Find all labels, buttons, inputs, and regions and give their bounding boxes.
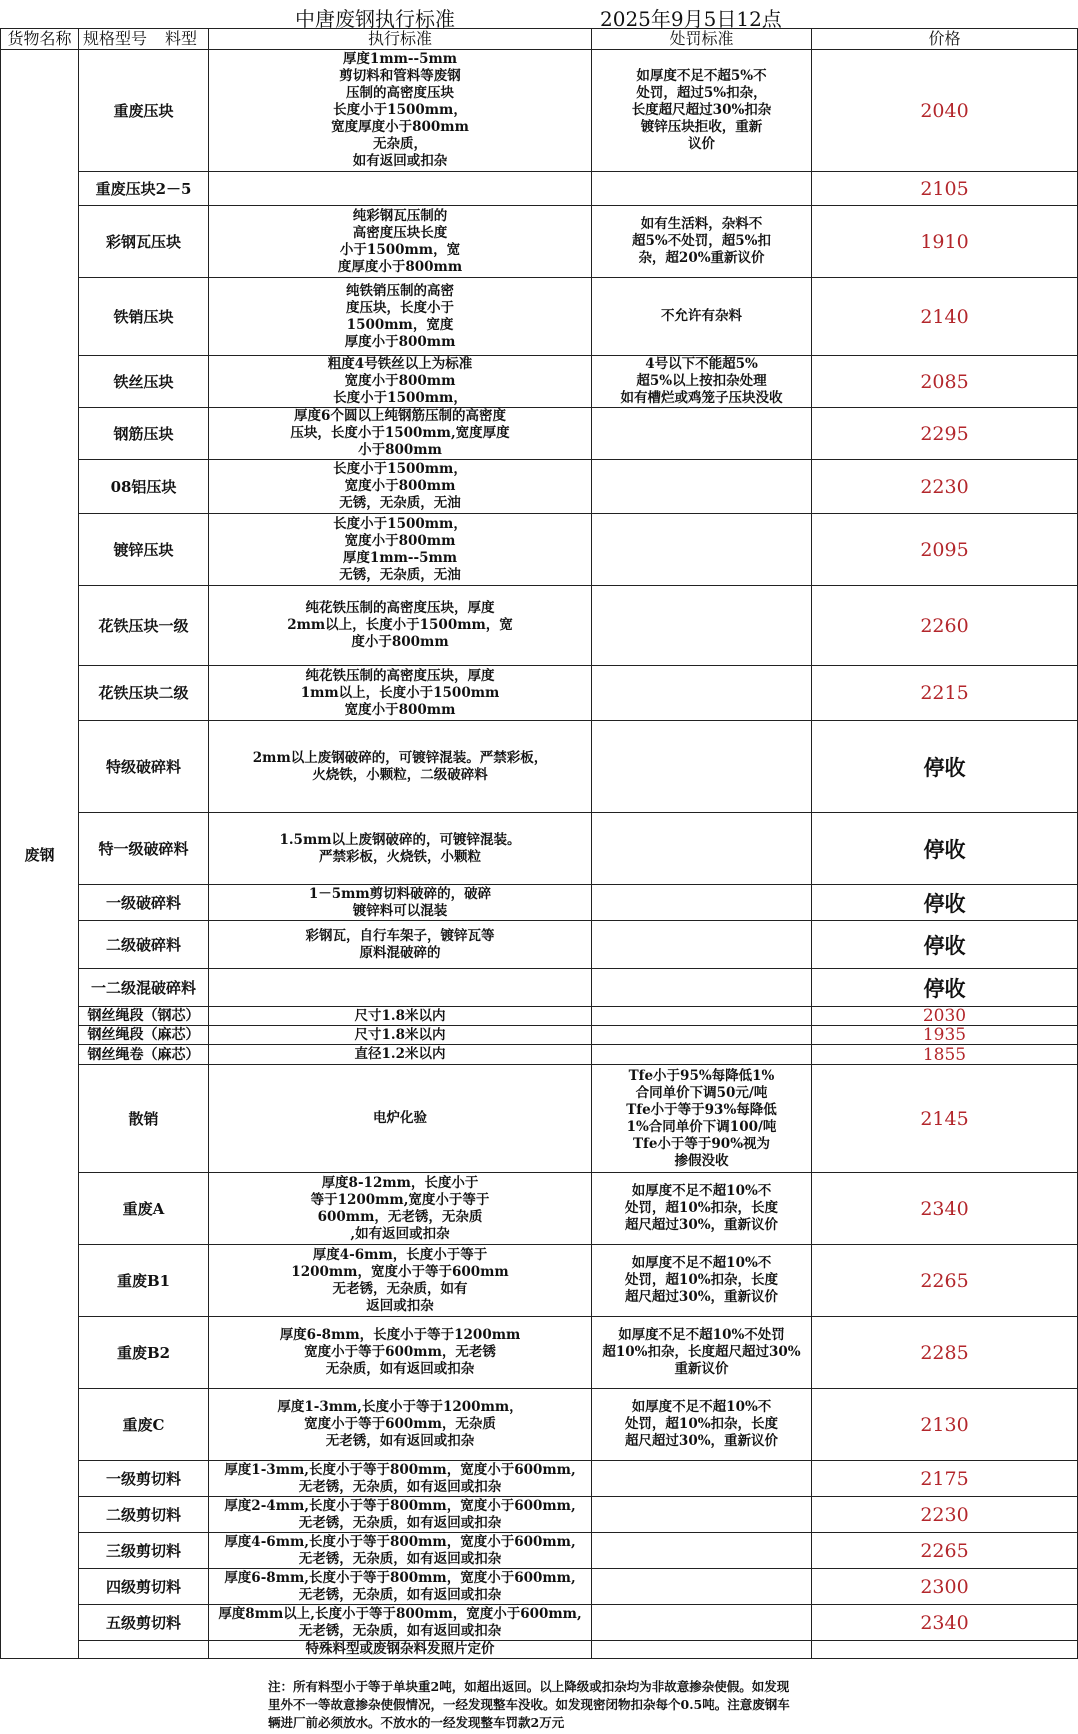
standard-cell-line: 剪切料和管料等废钢: [339, 68, 461, 84]
standard-cell: [209, 1045, 592, 1065]
standard-cell-line: 2mm以上废钢破碎的，可镀锌混装。严禁彩板，: [252, 749, 548, 766]
header-row: [1, 29, 1078, 50]
footer-line: 里外不一等故意掺杂使假情况，一经发现整车没收。如发现密闭物扣杂每个0.5吨。注意废钢车: [268, 1697, 790, 1712]
standard-cell-line: 小于1500mm，宽: [339, 241, 461, 258]
table-row: [1, 1317, 1078, 1389]
penalty-cell-line: 杂，超20%重新议价: [638, 250, 765, 266]
price-cell: 2130: [812, 1389, 1078, 1461]
item-name: [79, 1026, 209, 1045]
standard-cell: [209, 514, 592, 586]
item-name-line: 重废压块2－5: [95, 179, 192, 198]
col-goods-name: 货物名称: [1, 29, 79, 50]
sheet-date: 2025年9月5日12点: [600, 7, 782, 31]
col-spec-type: 规格型号 料型: [79, 29, 209, 50]
standard-cell-line: 厚度2-4mm,长度小于等于800mm，宽度小于600mm,: [224, 1497, 576, 1514]
price-cell: 2340: [812, 1605, 1078, 1641]
item-name-line: 铁丝压块: [113, 372, 174, 391]
category-cell: 废钢: [1, 50, 79, 1659]
penalty-cell-line: 如有生活料，杂料不: [640, 216, 763, 232]
penalty-cell-line: 超10%扣杂，长度超尺超过30%: [602, 1344, 801, 1360]
penalty-cell-line: 处罚，超过5%扣杂，: [636, 85, 767, 101]
standard-cell: [209, 1641, 592, 1659]
standard-cell-line: 如有返回或扣杂: [352, 153, 448, 169]
penalty-cell: [592, 1065, 812, 1173]
penalty-cell-line: 处罚，超10%扣杂，长度: [624, 1416, 779, 1432]
price-cell: 2140: [812, 278, 1078, 356]
table-row: [1, 460, 1078, 514]
penalty-cell-line: 超5%以上按扣杂处理: [636, 373, 767, 389]
table-row: [1, 50, 1078, 172]
standard-cell: [209, 1461, 592, 1497]
standard-cell-line: 宽度小于800mm: [344, 478, 456, 494]
price-cell: 停收: [812, 969, 1078, 1007]
standard-cell-line: 厚度6-8mm，长度小于等于1200mm: [279, 1327, 521, 1343]
penalty-cell-line: 4号以下不能超5%: [645, 356, 758, 372]
standard-cell-line: 度小于800mm: [351, 634, 449, 650]
penalty-cell: [592, 278, 812, 356]
standard-cell-line: 宽度小于等于600mm，无杂质: [304, 1416, 496, 1432]
standard-cell-line: 厚度8-12mm，长度小于: [321, 1174, 479, 1191]
price-cell: 2340: [812, 1173, 1078, 1245]
standard-cell-line: 镀锌料可以混装: [352, 902, 448, 919]
penalty-cell: [592, 921, 812, 969]
col-price: 价格: [812, 29, 1078, 50]
standard-cell-line: 压制的高密度压块: [346, 85, 454, 101]
standard-cell-line: 宽度小于等于600mm，无老锈: [304, 1344, 496, 1360]
penalty-cell-line: 超尺超过30%，重新议价: [624, 1289, 779, 1305]
item-name: [79, 1065, 209, 1173]
penalty-cell: [592, 1317, 812, 1389]
standard-cell-line: 无老锈，无杂质，如有返回或扣杂: [298, 1586, 502, 1603]
standard-cell-line: 厚度小于800mm: [344, 333, 456, 350]
price-cell: 2085: [812, 356, 1078, 408]
standard-cell-line: 600mm，无老锈，无杂质: [317, 1208, 483, 1225]
penalty-cell-line: 如有槽烂或鸡笼子压块没收: [620, 390, 783, 406]
table-row: [1, 1065, 1078, 1173]
penalty-cell-line: 议价: [688, 136, 715, 152]
penalty-cell-line: 长度超尺超过30%扣杂: [631, 102, 772, 118]
standard-cell-line: 无老锈，无杂质，如有返回或扣杂: [298, 1622, 502, 1639]
price-cell: 2260: [812, 586, 1078, 666]
item-name-line: 钢丝绳段（麻芯）: [87, 1027, 200, 1043]
standard-cell-line: 无杂质，如有返回或扣杂: [325, 1361, 475, 1377]
penalty-cell-line: 如厚度不足不超10%不: [631, 1255, 772, 1271]
standard-cell-line: 1－5mm剪切料破碎的，破碎: [308, 885, 492, 902]
penalty-cell-line: 如厚度不足不超10%不处罚: [618, 1327, 785, 1343]
item-name: [79, 813, 209, 885]
penalty-cell: [592, 206, 812, 278]
standard-cell: [209, 586, 592, 666]
standard-cell-line: 纯彩钢瓦压制的: [352, 207, 448, 224]
item-name: [79, 969, 209, 1007]
standard-cell: [209, 278, 592, 356]
standard-cell-line: 厚度4-6mm,长度小于等于800mm，宽度小于600mm,: [224, 1533, 576, 1550]
penalty-cell: [592, 172, 812, 206]
item-name-line: 重废B2: [116, 1343, 171, 1362]
standard-cell-line: 厚度8mm以上,长度小于等于800mm，宽度小于600mm,: [218, 1605, 582, 1622]
standard-cell: [209, 1497, 592, 1533]
item-name: [79, 1045, 209, 1065]
penalty-cell: [592, 1533, 812, 1569]
standard-cell: [209, 921, 592, 969]
price-cell: 停收: [812, 813, 1078, 885]
item-name-line: 重废C: [122, 1415, 165, 1434]
table-row: [1, 1389, 1078, 1461]
standard-cell: [209, 666, 592, 721]
table-row: [1, 1245, 1078, 1317]
price-cell: 2095: [812, 514, 1078, 586]
standard-cell-line: 长度小于1500mm，: [333, 515, 467, 532]
item-name: [79, 172, 209, 206]
item-name: [79, 514, 209, 586]
penalty-cell: [592, 721, 812, 813]
col-penalty: 处罚标准: [592, 29, 812, 50]
standard-cell: [209, 1007, 592, 1026]
item-name: [79, 1497, 209, 1533]
penalty-cell: [592, 666, 812, 721]
standard-cell-line: 严禁彩板，火烧铁，小颗粒: [319, 848, 481, 865]
penalty-cell: [592, 1641, 812, 1659]
price-cell: [812, 1641, 1078, 1659]
standard-cell-line: ,如有返回或扣杂: [350, 1225, 450, 1242]
standard-cell-line: 无锈，无杂质，无油: [339, 566, 461, 583]
item-name: [79, 1317, 209, 1389]
standard-cell: [209, 885, 592, 921]
standard-cell: [209, 408, 592, 460]
standard-cell-line: 小于800mm: [358, 442, 442, 458]
footer-line: 辆进厂前必须放水。不放水的一经发现整车罚款2万元: [268, 1715, 565, 1730]
standard-cell-line: 高密度压块长度: [352, 224, 448, 241]
item-name: [79, 278, 209, 356]
item-name: [79, 885, 209, 921]
price-cell: 停收: [812, 721, 1078, 813]
table-row: [1, 356, 1078, 408]
table-row: [1, 1045, 1078, 1065]
item-name-line: 钢筋压块: [113, 424, 174, 443]
penalty-cell-line: 镀锌压块拒收，重新: [640, 119, 763, 135]
standard-cell-line: 尺寸1.8米以内: [354, 1026, 446, 1043]
item-name: [79, 1389, 209, 1461]
price-cell: 1910: [812, 206, 1078, 278]
table-row: [1, 1173, 1078, 1245]
standard-cell-line: 尺寸1.8米以内: [354, 1007, 446, 1024]
standard-cell: [209, 1173, 592, 1245]
item-name-line: 特级破碎料: [105, 757, 181, 776]
item-name-line: 花铁压块二级: [98, 684, 189, 702]
table-row: [1, 1026, 1078, 1045]
standard-cell-line: 纯花铁压制的高密度压块，厚度: [305, 600, 495, 616]
standard-cell-line: 彩钢瓦，自行车架子，镀锌瓦等: [305, 927, 495, 944]
item-name-line: 花铁压块一级: [98, 616, 189, 635]
item-name-line: 镀锌压块: [113, 540, 174, 559]
item-name: [79, 408, 209, 460]
penalty-cell-line: Tfe小于等于90%视为: [632, 1135, 771, 1152]
item-name: [79, 921, 209, 969]
table-row: [1, 666, 1078, 721]
standard-cell-line: 返回或扣杂: [366, 1297, 434, 1314]
footer-line: 注：所有料型小于等于单块重2吨，如超出返回。以上降级或扣杂均为非故意掺杂使假。如发现: [268, 1679, 790, 1694]
table-row: [1, 813, 1078, 885]
standard-cell: [209, 1569, 592, 1605]
penalty-cell: [592, 813, 812, 885]
item-name-line: 重废压块: [113, 101, 174, 120]
standard-cell: [209, 356, 592, 408]
price-cell: 1935: [812, 1026, 1078, 1045]
penalty-cell: [592, 1497, 812, 1533]
standard-cell: [209, 969, 592, 1007]
penalty-cell: [592, 885, 812, 921]
table-row: [1, 586, 1078, 666]
table-row: [1, 1605, 1078, 1641]
penalty-cell-line: 如厚度不足不超5%不: [636, 68, 767, 84]
item-name-line: 二级剪切料: [105, 1505, 181, 1524]
price-cell: 2040: [812, 50, 1078, 172]
penalty-cell-line: 处罚，超10%扣杂，长度: [624, 1200, 779, 1216]
penalty-cell-line: 处罚，超10%扣杂，长度: [624, 1272, 779, 1288]
penalty-cell: [592, 356, 812, 408]
item-name: [79, 1641, 209, 1659]
standard-cell-line: 1500mm，宽度: [346, 316, 454, 333]
item-name-line: 钢丝绳卷（麻芯）: [87, 1046, 200, 1063]
penalty-cell: [592, 1007, 812, 1026]
standard-cell: [209, 1065, 592, 1173]
standard-cell-line: 1200mm，宽度小于等于600mm: [291, 1263, 509, 1280]
col-standard: 执行标准: [209, 29, 592, 50]
standard-cell-line: 粗度4号铁丝以上为标准: [327, 356, 473, 372]
standard-cell-line: 长度小于1500mm，: [333, 390, 467, 406]
penalty-cell: [592, 1045, 812, 1065]
standard-cell: [209, 1026, 592, 1045]
price-cell: 2230: [812, 1497, 1078, 1533]
table-row: [1, 1007, 1078, 1026]
item-name-line: 08铝压块: [110, 477, 177, 496]
item-name-line: 钢丝绳段（钢芯）: [87, 1008, 200, 1024]
price-cell: 2300: [812, 1569, 1078, 1605]
item-name-line: 三级剪切料: [105, 1541, 181, 1560]
penalty-cell: [592, 408, 812, 460]
item-name: [79, 206, 209, 278]
table-row: [1, 278, 1078, 356]
standard-cell: [209, 1605, 592, 1641]
standard-cell-line: 厚度1mm--5mm: [342, 51, 458, 67]
penalty-cell: [592, 1245, 812, 1317]
penalty-cell-line: 1%合同单价下调100/吨: [626, 1118, 777, 1135]
penalty-cell-line: 重新议价: [674, 1361, 729, 1377]
item-name: [79, 1533, 209, 1569]
item-name-line: 四级剪切料: [105, 1577, 181, 1596]
price-cell: 2265: [812, 1245, 1078, 1317]
standard-cell-line: 无老锈，无杂质，如有返回或扣杂: [298, 1550, 502, 1567]
penalty-cell-line: 超尺超过30%，重新议价: [624, 1433, 779, 1449]
item-name-line: 重废A: [122, 1199, 165, 1218]
price-cell: 2285: [812, 1317, 1078, 1389]
penalty-cell-line: 超尺超过30%，重新议价: [624, 1217, 779, 1233]
standard-cell-line: 无杂质，: [373, 136, 427, 152]
table-row: [1, 1641, 1078, 1659]
price-cell: 2215: [812, 666, 1078, 721]
standard-cell-line: 长度小于1500mm，: [333, 102, 467, 118]
penalty-cell: [592, 1389, 812, 1461]
table-row: [1, 1461, 1078, 1497]
item-name-line: 铁销压块: [113, 307, 174, 326]
table-row: [1, 172, 1078, 206]
item-name-line: 五级剪切料: [105, 1613, 181, 1632]
penalty-cell: [592, 1026, 812, 1045]
standard-cell-line: 宽度小于800mm: [344, 701, 456, 718]
penalty-cell-line: Tfe小于95%每降低1%: [628, 1067, 775, 1084]
standard-cell-line: 厚度1mm--5mm: [342, 549, 458, 566]
standard-cell-line: 无锈，无杂质，无油: [339, 495, 461, 511]
penalty-cell-line: 合同单价下调50元/吨: [635, 1084, 768, 1101]
price-cell: 2105: [812, 172, 1078, 206]
price-table: [0, 28, 1078, 1659]
standard-cell: [209, 1389, 592, 1461]
standard-cell-line: 无老锈，无杂质，如有返回或扣杂: [298, 1514, 502, 1531]
standard-cell-line: 电炉化验: [373, 1110, 427, 1126]
penalty-cell: [592, 514, 812, 586]
item-name: [79, 1461, 209, 1497]
standard-cell: [209, 172, 592, 206]
item-name: [79, 460, 209, 514]
item-name: [79, 1245, 209, 1317]
item-name: [79, 50, 209, 172]
standard-cell-line: 等于1200mm,宽度小于等于: [310, 1191, 490, 1208]
standard-cell-line: 特殊料型或废钢杂料发照片定价: [305, 1641, 495, 1657]
price-cell: 2175: [812, 1461, 1078, 1497]
price-cell: 停收: [812, 885, 1078, 921]
standard-cell-line: 厚度6-8mm,长度小于等于800mm，宽度小于600mm,: [224, 1569, 576, 1586]
standard-cell-line: 长度小于1500mm，: [333, 461, 467, 477]
standard-cell: [209, 1245, 592, 1317]
penalty-cell: [592, 586, 812, 666]
standard-cell-line: 纯铁销压制的高密: [346, 282, 454, 299]
table-row: [1, 921, 1078, 969]
sheet-title: 中唐废钢执行标准: [295, 7, 455, 31]
standard-cell-line: 无老锈，无杂质，如有返回或扣杂: [298, 1478, 502, 1495]
price-cell: 2265: [812, 1533, 1078, 1569]
sheet-header: [0, 0, 1078, 30]
item-name: [79, 356, 209, 408]
standard-cell: [209, 721, 592, 813]
standard-cell-line: 火烧铁，小颗粒，二级破碎料: [312, 766, 488, 783]
standard-cell-line: 宽度小于800mm: [344, 373, 456, 389]
standard-cell: [209, 50, 592, 172]
item-name: [79, 1007, 209, 1026]
penalty-cell-line: 超5%不处罚，超5%扣: [632, 233, 771, 249]
item-name: [79, 1605, 209, 1641]
item-name: [79, 1173, 209, 1245]
penalty-cell: [592, 1605, 812, 1641]
penalty-cell: [592, 1461, 812, 1497]
item-name-line: 一二级混破碎料: [90, 978, 196, 997]
standard-cell-line: 厚度1-3mm,长度小于等于800mm，宽度小于600mm,: [224, 1461, 576, 1478]
standard-cell-line: 厚度1-3mm,长度小于等于1200mm，: [277, 1399, 523, 1415]
item-name-line: 散销: [128, 1109, 159, 1128]
penalty-cell: [592, 50, 812, 172]
item-name-line: 一级剪切料: [105, 1469, 181, 1488]
standard-cell-line: 1.5mm以上废钢破碎的，可镀锌混装。: [279, 831, 521, 848]
price-cell: 2295: [812, 408, 1078, 460]
item-name-line: 二级破碎料: [105, 935, 181, 954]
item-name: [79, 1569, 209, 1605]
penalty-cell: [592, 460, 812, 514]
table-row: [1, 514, 1078, 586]
standard-cell-line: 宽度厚度小于800mm: [331, 119, 469, 135]
table-row: [1, 721, 1078, 813]
standard-cell-line: 直径1.2米以内: [354, 1046, 446, 1062]
standard-cell: [209, 206, 592, 278]
price-cell: 2230: [812, 460, 1078, 514]
item-name-line: 重废B1: [116, 1271, 171, 1290]
price-cell: 1855: [812, 1045, 1078, 1065]
standard-cell-line: 原料混破碎的: [359, 944, 441, 961]
standard-cell-line: 压块，长度小于1500mm,宽度厚度: [290, 425, 510, 441]
standard-cell-line: 无老锈，无杂质，如有: [332, 1280, 468, 1297]
penalty-cell: [592, 1173, 812, 1245]
standard-cell-line: 无老锈，如有返回或扣杂: [325, 1433, 475, 1449]
standard-cell-line: 厚度6个圆以上纯钢筋压制的高密度: [294, 408, 506, 424]
item-name-line: 一级破碎料: [105, 893, 181, 912]
table-row: [1, 1497, 1078, 1533]
standard-cell: [209, 460, 592, 514]
item-name-line: 特一级破碎料: [98, 839, 189, 858]
price-cell: 停收: [812, 921, 1078, 969]
penalty-cell: [592, 969, 812, 1007]
standard-cell-line: 宽度小于800mm: [344, 532, 456, 549]
standard-cell: [209, 813, 592, 885]
item-name-line: 彩钢瓦压块: [105, 232, 181, 251]
standard-cell-line: 厚度4-6mm，长度小于等于: [312, 1246, 488, 1263]
item-name: [79, 721, 209, 813]
standard-cell-line: 纯花铁压制的高密度压块，厚度: [305, 667, 495, 684]
price-cell: 2030: [812, 1007, 1078, 1026]
table-row: [1, 408, 1078, 460]
table-row: [1, 885, 1078, 921]
standard-cell-line: 度压块，长度小于: [346, 299, 454, 316]
penalty-cell: [592, 1569, 812, 1605]
table-row: [1, 206, 1078, 278]
standard-cell: [209, 1533, 592, 1569]
table-row: [1, 969, 1078, 1007]
table-row: [1, 1533, 1078, 1569]
penalty-cell-line: 如厚度不足不超10%不: [631, 1183, 772, 1199]
price-cell: 2145: [812, 1065, 1078, 1173]
penalty-cell-line: Tfe小于等于93%每降低: [626, 1101, 777, 1118]
item-name: [79, 666, 209, 721]
penalty-cell-line: 不允许有杂料: [661, 308, 742, 324]
penalty-cell-line: 如厚度不足不超10%不: [631, 1399, 772, 1415]
standard-cell: [209, 1317, 592, 1389]
item-name: [79, 586, 209, 666]
standard-cell-line: 1mm以上，长度小于1500mm: [300, 684, 500, 701]
table-row: [1, 1569, 1078, 1605]
standard-cell-line: 度厚度小于800mm: [337, 258, 463, 275]
standard-cell-line: 2mm以上，长度小于1500mm，宽: [287, 617, 513, 633]
penalty-cell-line: 掺假没收: [674, 1152, 729, 1169]
